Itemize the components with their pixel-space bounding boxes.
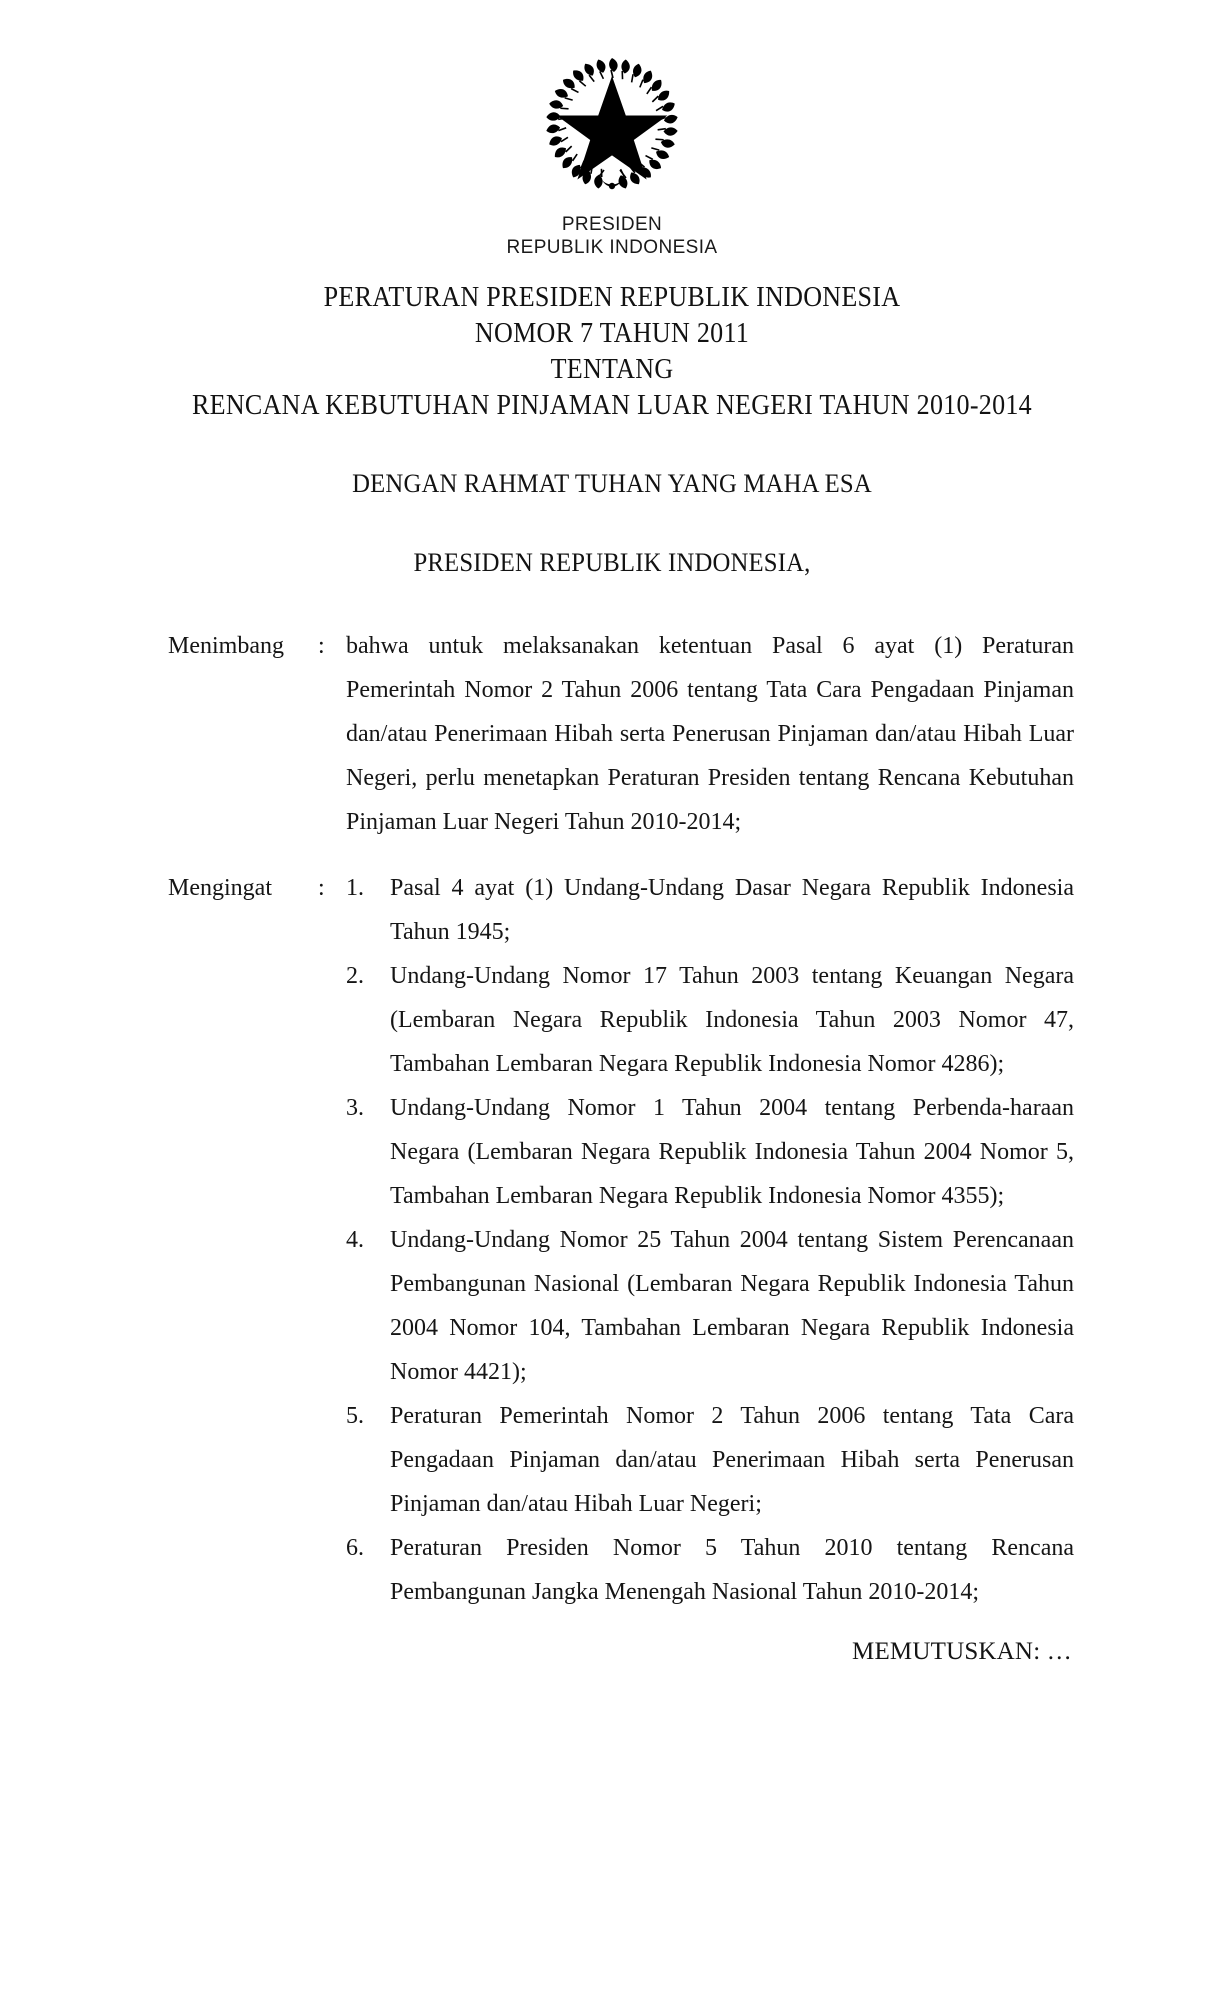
title-number-year: NOMOR 7 TAHUN 2011 [474,318,750,349]
list-item-text: Peraturan Presiden Nomor 5 Tahun 2010 tentang Rencana Pembangunan Jangka Menengah Nasional Tahun 2010-2014; [390,1535,1074,1605]
menimbang-paragraph: bahwa untuk melaksanakan ketentuan Pasal 6 ayat (1) Peraturan Pemerintah Nomor 2 Tahun 2006 tentang Tata Cara Pengadaan Pinjaman dan/atau Penerimaan Hibah serta Penerusan Pinjaman dan/atau Hibah Luar Negeri, perlu menetapkan Peraturan Presiden tentang Rencana Kebutuhan Pinjaman Luar Negeri Tahun 2010-2014; [346,633,1074,835]
list-item-number: 5. [346,1403,364,1429]
list-item [346,954,1074,1086]
list-item-text: Pasal 4 ayat (1) Undang-Undang Dasar Negara Republik Indonesia Tahun 1945; [390,875,1074,945]
list-item [346,1218,1074,1394]
clause-label-mengingat: Mengingat [168,875,272,901]
signer-line: PRESIDEN REPUBLIK INDONESIA, [413,548,811,577]
list-item-number: 2. [346,963,364,989]
list-item-number: 4. [346,1227,364,1253]
emblem-block [0,0,1224,207]
clause-menimbang [168,624,1074,844]
list-item-text: Undang-Undang Nomor 25 Tahun 2004 tentang Sistem Perencanaan Pembangunan Nasional (Lembaran Negara Republik Indonesia Tahun 2004 Nomor 104, Tambahan Lembaran Negara Republik Indonesia Nomor 4421); [390,1227,1074,1385]
title-regulation-type: PERATURAN PRESIDEN REPUBLIK INDONESIA [323,282,901,313]
list-item [346,1526,1074,1614]
invocation-line: DENGAN RAHMAT TUHAN YANG MAHA ESA [352,469,872,498]
clause-colon-mengingat: : [318,875,325,901]
list-item [346,866,1074,954]
continuation-marker: MEMUTUSKAN: … [852,1638,1072,1665]
garuda-star-wreath-emblem [532,52,692,202]
list-item [346,1086,1074,1218]
list-item-text: Undang-Undang Nomor 1 Tahun 2004 tentang Perbenda-haraan Negara (Lembaran Negara Republik Indonesia Tahun 2004 Nomor 5, Tambahan Lembaran Negara Republik Indonesia Nomor 4355); [390,1095,1074,1209]
header-caption [0,213,1224,259]
list-item-text: Peraturan Pemerintah Nomor 2 Tahun 2006 tentang Tata Cara Pengadaan Pinjaman dan/atau Penerimaan Hibah serta Penerusan Pinjaman dan/atau Hibah Luar Negeri; [390,1403,1074,1517]
clause-content-menimbang [346,624,1074,844]
header-line-republik-indonesia: REPUBLIK INDONESIA [506,237,718,258]
list-item-number: 1. [346,875,364,901]
clause-mengingat [168,866,1074,1614]
title-subject: RENCANA KEBUTUHAN PINJAMAN LUAR NEGERI TAHUN 2010-2014 [192,390,1032,421]
header-line-presiden: PRESIDEN [561,214,663,235]
list-item [346,1394,1074,1526]
clause-content-mengingat [346,866,1074,1614]
document-title-block [0,281,1224,422]
clause-label-menimbang: Menimbang [168,633,284,659]
document-body [0,624,1224,1672]
legal-basis-list [346,866,1074,1614]
clause-colon-menimbang: : [318,633,325,659]
list-item-number: 6. [346,1535,364,1561]
list-item-text: Undang-Undang Nomor 17 Tahun 2003 tentang Keuangan Negara (Lembaran Negara Republik Indonesia Tahun 2003 Nomor 47, Tambahan Lembaran Negara Republik Indonesia Nomor 4286); [390,963,1074,1077]
list-item-number: 3. [346,1095,364,1121]
title-about-label: TENTANG [550,354,674,385]
